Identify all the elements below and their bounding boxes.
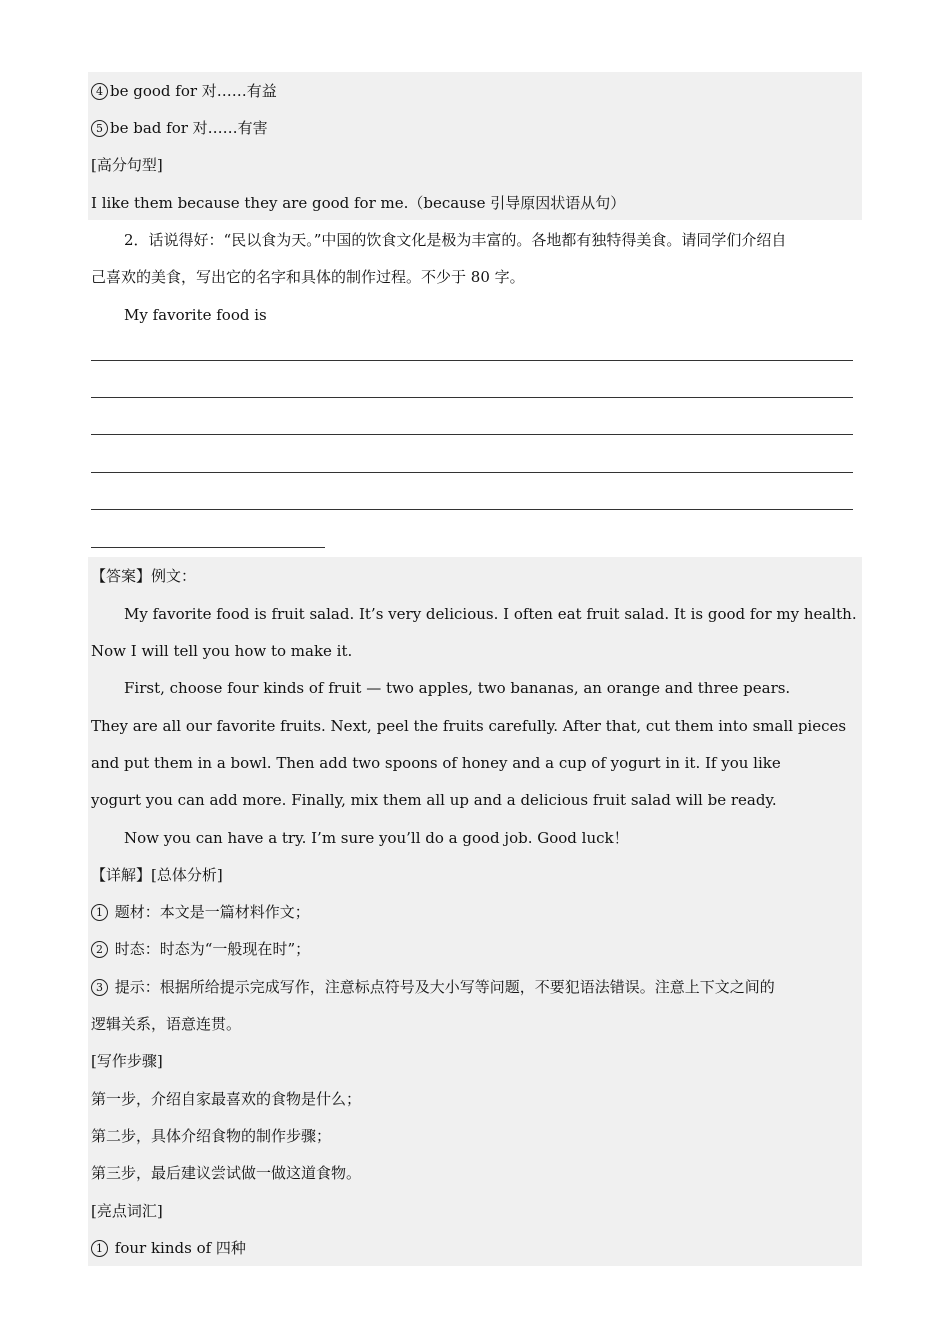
analysis-item-3-cont: 逻辑关系，语意连贯。	[91, 1015, 242, 1033]
circled-number: 1	[91, 904, 108, 921]
circled-number: 4	[91, 83, 108, 100]
steps-heading: [写作步骤]	[91, 1052, 163, 1070]
circled-number: 1	[91, 1240, 108, 1257]
answer-line: First, choose four kinds of fruit — two apples, two bananas, an orange and three pears.	[124, 679, 791, 697]
analysis-item-1: 1 题材：本文是一篇材料作文；	[91, 901, 310, 923]
question-line-2: 己喜欢的美食，写出它的名字和具体的制作过程。不少于 80 字。	[91, 268, 525, 286]
vocab-item-4: 4 be good for 对……有益	[91, 80, 277, 102]
analysis-item-3: 3 提示：根据所给提示完成写作，注意标点符号及大小写等问题，不要犯语法错误。注意上下文之间的	[91, 976, 775, 998]
step-3: 第三步，最后建议尝试做一做这道食物。	[91, 1164, 362, 1182]
answer-label: 【答案】例文：	[91, 567, 197, 585]
circled-number: 2	[91, 941, 108, 958]
answer-line: They are all our favorite fruits. Next, peel the fruits carefully. After that, cut them into small pieces	[91, 717, 847, 735]
sentence-heading: [高分句型]	[91, 156, 163, 174]
step-2: 第二步，具体介绍食物的制作步骤；	[91, 1127, 332, 1145]
answer-rule	[91, 397, 853, 398]
step-1: 第一步，介绍自家最喜欢的食物是什么；	[91, 1090, 362, 1108]
writing-starter: My favorite food is	[124, 306, 267, 324]
circled-number: 3	[91, 979, 108, 996]
answer-rule	[91, 360, 853, 361]
answer-line: My favorite food is fruit salad. It’s very delicious. I often eat fruit salad. It is good for my health.	[124, 605, 857, 623]
answer-line: Now I will tell you how to make it.	[91, 642, 353, 660]
answer-rule	[91, 472, 853, 473]
answer-rule	[91, 509, 853, 510]
circled-number: 5	[91, 120, 108, 137]
vocab-item-1: 1 four kinds of 四种	[91, 1237, 246, 1259]
answer-rule	[91, 547, 325, 548]
answer-line: Now you can have a try. I’m sure you’ll do a good job. Good luck！	[124, 829, 629, 847]
analysis-item-2: 2 时态：时态为“一般现在时”；	[91, 938, 310, 960]
sentence-example: I like them because they are good for me.（because 引导原因状语从句）	[91, 194, 626, 212]
answer-rule	[91, 434, 853, 435]
vocab-item-5: 5 be bad for 对……有害	[91, 117, 268, 139]
explain-label: 【详解】[总体分析]	[91, 866, 223, 884]
vocab-heading: [亮点词汇]	[91, 1202, 163, 1220]
answer-line: and put them in a bowl. Then add two spoons of honey and a cup of yogurt in it. If you like	[91, 754, 781, 772]
question-line-1: 2．话说得好：“民以食为天。”中国的饮食文化是极为丰富的。各地都有独特得美食。请同学们介绍自	[124, 231, 787, 249]
answer-line: yogurt you can add more. Finally, mix them all up and a delicious fruit salad will be ready.	[91, 791, 777, 809]
